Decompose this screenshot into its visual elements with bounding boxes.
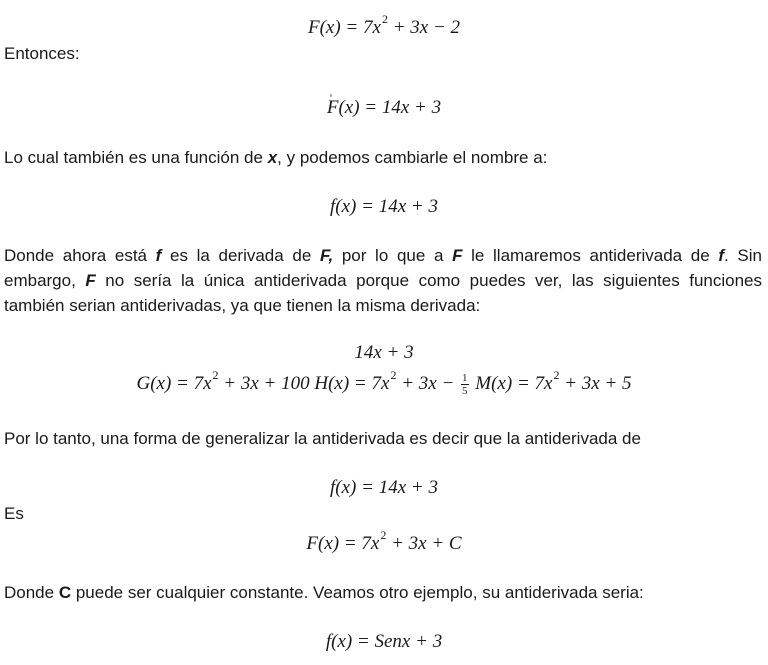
bold-variable: f <box>155 246 162 265</box>
paragraph-antiderivada-explanation <box>4 243 762 318</box>
eq-exponent: 2 <box>381 12 388 26</box>
eq-H-lhs: H(x) = 7x <box>314 373 390 394</box>
text-segment: es la derivada de <box>161 246 320 265</box>
bold-variable: f <box>718 246 725 265</box>
paragraph-constante <box>4 580 762 605</box>
paragraph-funcion-de-x <box>4 145 762 170</box>
eq-rhs: + 3x + C <box>386 533 462 554</box>
text-segment: por lo que a <box>333 246 453 265</box>
eq-H-rest: + 3x − <box>396 373 460 394</box>
paragraph-generalizar: Por lo tanto, una forma de generalizar la antiderivada es decir que la antiderivada de <box>4 429 641 448</box>
equation-f-senx <box>0 630 768 654</box>
eq-text: f(x) = 14x + 3 <box>330 477 438 498</box>
bold-variable: F, <box>319 246 334 265</box>
equation-F-general <box>0 528 768 557</box>
equation-derivative <box>0 341 768 365</box>
eq-lhs: F(x) = 7x <box>306 533 380 554</box>
fraction-numerator: 1 <box>462 372 468 385</box>
bold-variable: x <box>267 148 278 167</box>
bold-constant: C <box>58 583 72 602</box>
eq-M-rest: + 3x + 5 <box>559 373 632 394</box>
text-segment: . Sin embargo, <box>4 246 762 290</box>
eq-exponent: 2 <box>212 368 219 382</box>
text-segment: puede ser cualquier constante. Veamos otro ejemplo, su antiderivada seria: <box>71 583 644 602</box>
eq-lhs: F(x) = 7x <box>307 17 381 38</box>
bold-variable: F <box>85 271 96 290</box>
text-segment: no sería la única antiderivada porque como puedes ver, las siguientes funciones también serian antiderivadas, ya que tienen la misma derivada: <box>4 271 763 315</box>
eq-G-lhs: G(x) = 7x <box>136 373 212 394</box>
equation-F-prime <box>0 96 768 120</box>
equation-f-repeat <box>0 476 768 500</box>
fraction <box>461 372 469 397</box>
paragraph-entonces: Entonces: <box>4 44 80 63</box>
eq-G-rest: + 3x + 100 <box>218 373 315 394</box>
text-segment: le llamaremos antiderivada de <box>462 246 719 265</box>
equation-F-definition <box>0 12 768 41</box>
eq-exponent: 2 <box>553 368 560 382</box>
text-segment: Lo cual también es una función de <box>4 148 268 167</box>
text-segment: , y podemos cambiarle el nombre a: <box>277 148 548 167</box>
eq-exponent: 2 <box>380 528 387 542</box>
paragraph-es: Es <box>4 504 24 523</box>
text-segment: Donde ahora está <box>4 246 156 265</box>
fraction-denominator: 5 <box>462 385 468 398</box>
equation-f-definition: f(x) = 14x + 3 <box>330 196 438 217</box>
eq-exponent: 2 <box>390 368 397 382</box>
bold-variable: F <box>452 246 463 265</box>
eq-M-lhs: M(x) = 7x <box>470 373 553 394</box>
eq-text: 14x + 3 <box>354 342 414 363</box>
eq-rest: (x) = 14x + 3 <box>338 97 442 118</box>
eq-function-name: F ' <box>327 96 339 120</box>
eq-rhs: + 3x − 2 <box>387 17 461 38</box>
eq-text: f(x) = Senx + 3 <box>325 631 443 652</box>
text-segment: Donde <box>4 583 59 602</box>
equation-antiderivatives-list <box>0 368 768 398</box>
